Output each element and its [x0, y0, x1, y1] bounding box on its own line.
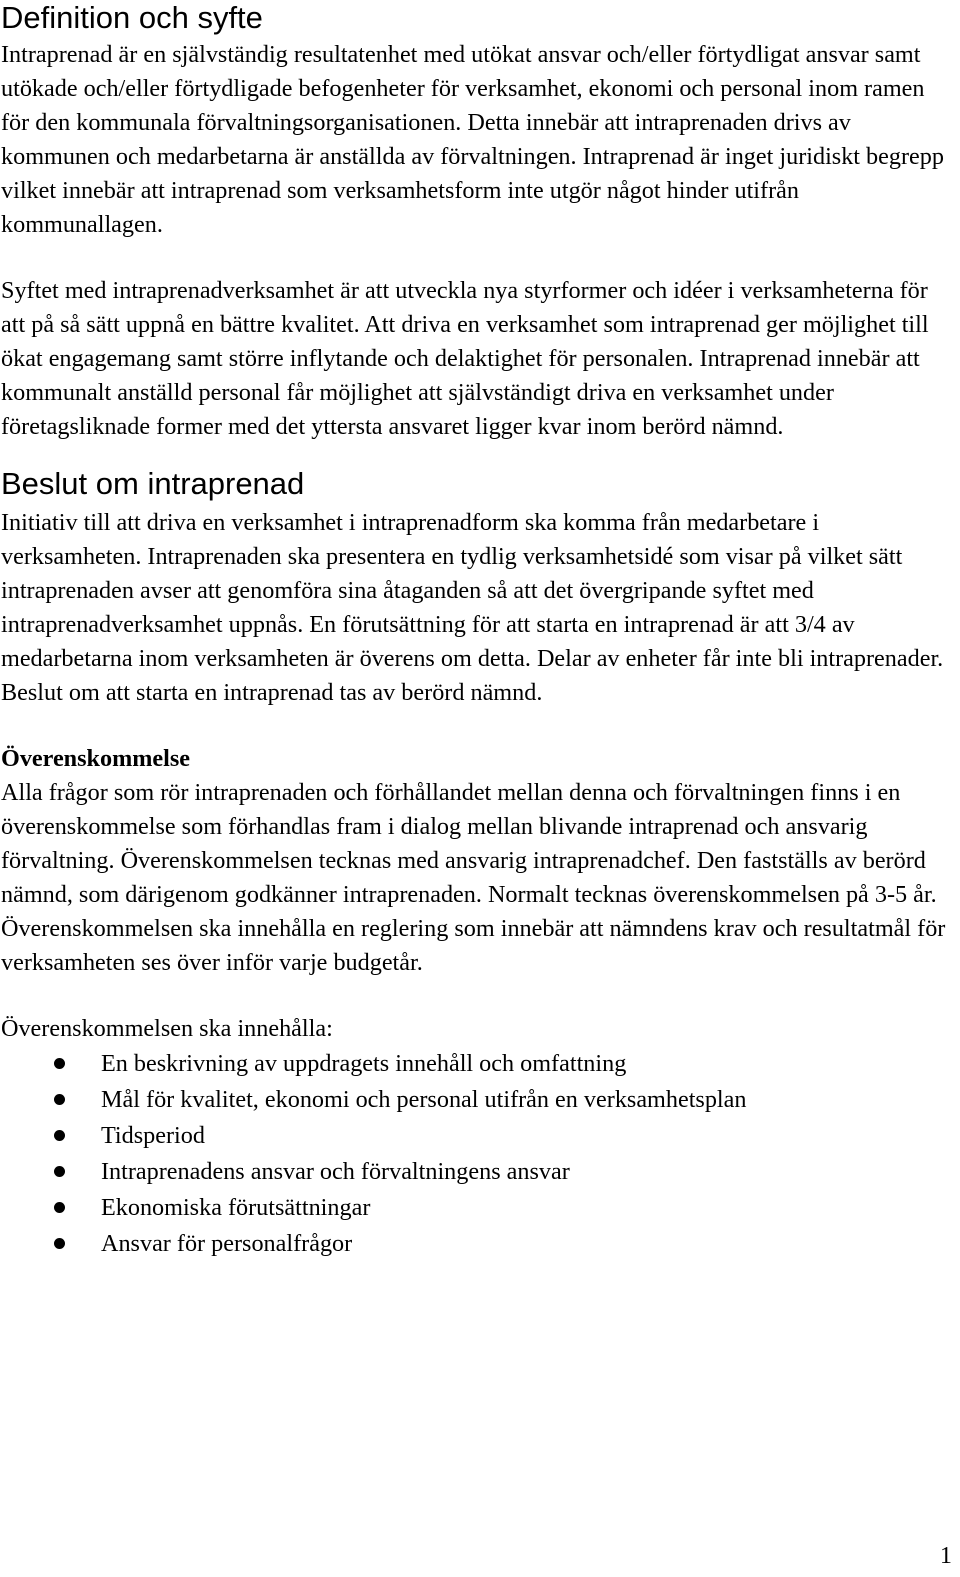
- paragraph-decision: Initiativ till att driva en verksamhet i intraprenadform ska komma från medarbetare i verksamheten. Intraprenaden ska presentera en tydlig verksamhetsidé som visar på vilket sätt intraprenaden avser att genomföra sina åtaganden så att det övergripande syftet med intraprenadverksamhet uppnås. En förutsättning för att starta en intraprenad är att 3/4 av medarbetarna inom verksamheten är överens om detta. Delar av enheter får inte bli intraprenader. Beslut om att starta en intraprenad tas av berörd nämnd.: [1, 509, 944, 706]
- paragraph-purpose: Syftet med intraprenadverksamhet är att utveckla nya styrformer och idéer i verksamheterna för att på så sätt uppnå en bättre kvalitet. Att driva en verksamhet som intraprenad ger möjlighet till ökat engagemang samt större inflytande och delaktighet för personalen. Intraprenad innebär att kommunalt anställd personal får möjlighet att självständigt driva en verksamhet under företagsliknade former med det yttersta ansvaret ligger kvar inom berörd nämnd.: [1, 277, 929, 440]
- paragraph-definition: Intraprenad är en självständig resultatenhet med utökat ansvar och/eller förtydligat ansvar samt utökade och/eller förtydligade befogenheter för verksamhet, ekonomi och personal inom ramen för den kommunala förvaltningsorganisationen. Detta innebär att intraprenaden drivs av kommunen och medarbetarna är anställda av förvaltningen. Intraprenad är inget juridiskt begrepp vilket innebär att intraprenad som verksamhetsform inte utgör något hinder utifrån kommunallagen.: [1, 41, 944, 238]
- list-intro: Överenskommelsen ska innehålla:: [1, 1015, 333, 1042]
- paragraph-spacer: [1, 242, 951, 274]
- page-number: 1: [939, 1542, 952, 1569]
- bullet-icon: [54, 1166, 65, 1177]
- list-item: [1, 1118, 951, 1154]
- paragraph-spacer: [1, 710, 951, 742]
- list-item-text: Ekonomiska förutsättningar: [101, 1194, 371, 1221]
- paragraph-spacer: [1, 980, 951, 1012]
- list-item-text: Tidsperiod: [101, 1122, 205, 1149]
- list-item: [1, 1190, 951, 1226]
- bullet-icon: [54, 1094, 65, 1105]
- bullet-icon: [54, 1058, 65, 1069]
- list-item: [1, 1226, 951, 1262]
- document-page: [1, 0, 951, 1262]
- list-item-text: En beskrivning av uppdragets innehåll och omfattning: [101, 1050, 627, 1077]
- list-item: [1, 1082, 951, 1118]
- bullet-icon: [54, 1238, 65, 1249]
- bullet-icon: [54, 1130, 65, 1141]
- list-item: [1, 1046, 951, 1082]
- list-item-text: Ansvar för personalfrågor: [101, 1230, 353, 1257]
- bullet-icon: [54, 1202, 65, 1213]
- section-heading-decision: Beslut om intraprenad: [1, 466, 305, 501]
- paragraph-agreement: Alla frågor som rör intraprenaden och förhållandet mellan denna och förvaltningen finns i en överenskommelse som förhandlas fram i dialog mellan blivande intraprenad och ansvarig förvaltning. Överenskommelsen tecknas med ansvarig intraprenadchef. Den fastställs av berörd nämnd, som därigenom godkänner intraprenaden. Normalt tecknas överenskommelsen på 3-5 år. Överenskommelsen ska innehålla en reglering som innebär att nämndens krav och resultatmål för verksamheten ses över inför varje budgetår.: [1, 779, 946, 976]
- paragraph-spacer: [1, 444, 951, 458]
- list-item: [1, 1154, 951, 1190]
- list-item-text: Mål för kvalitet, ekonomi och personal utifrån en verksamhetsplan: [101, 1086, 747, 1113]
- agreement-content-list: [1, 1046, 951, 1262]
- list-item-text: Intraprenadens ansvar och förvaltningens ansvar: [101, 1158, 570, 1185]
- section-heading-agreement: Överenskommelse: [1, 745, 190, 772]
- section-heading-definition: Definition och syfte: [1, 0, 263, 35]
